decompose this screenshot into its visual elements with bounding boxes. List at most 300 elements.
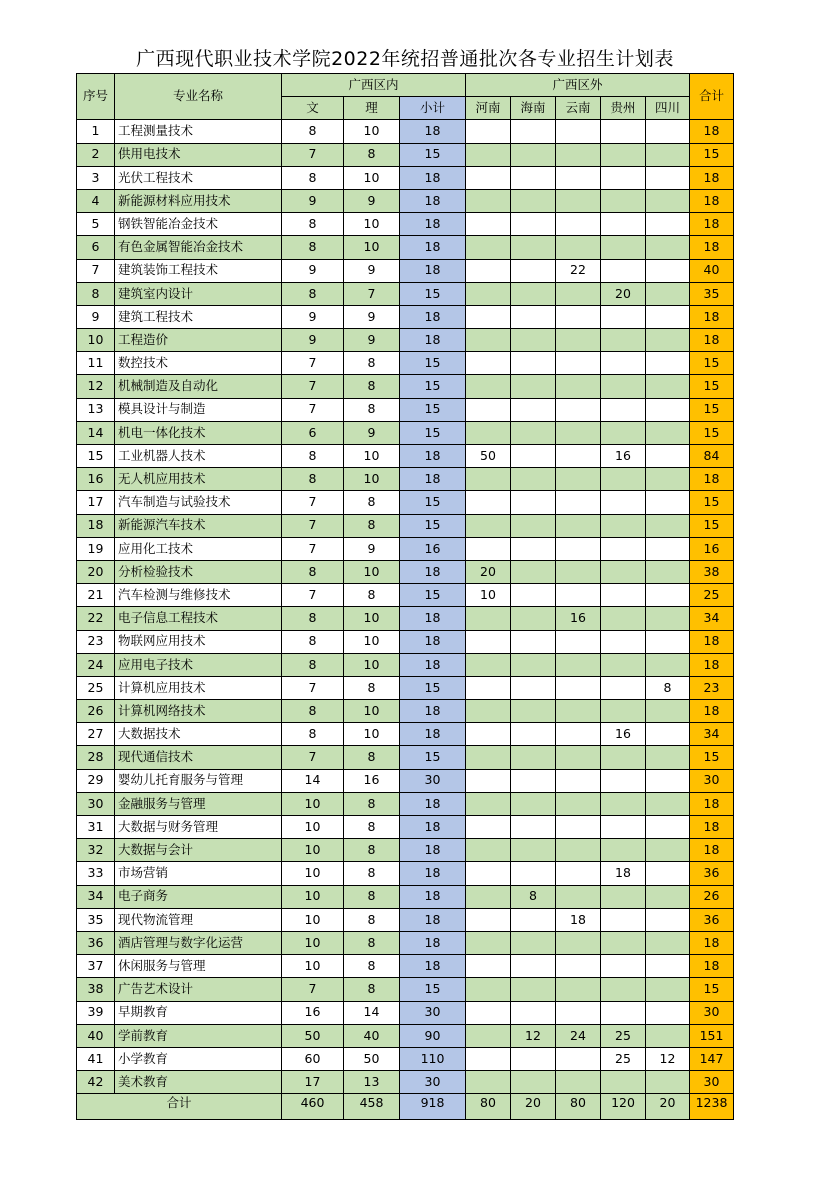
cell-major: 学前教育 (115, 1024, 282, 1047)
cell-henan (466, 630, 511, 653)
cell-total: 15 (690, 746, 734, 769)
cell-subtotal: 18 (400, 723, 466, 746)
cell-seq: 39 (77, 1001, 115, 1024)
table-row (77, 352, 734, 375)
cell-li: 8 (344, 491, 400, 514)
cell-wen: 10 (282, 839, 344, 862)
cell-sichuan (646, 630, 690, 653)
cell-yunnan (556, 305, 601, 328)
cell-hainan (511, 329, 556, 352)
cell-yunnan (556, 236, 601, 259)
cell-total: 18 (690, 329, 734, 352)
cell-yunnan (556, 189, 601, 212)
cell-li: 10 (344, 630, 400, 653)
cell-guizhou (601, 166, 646, 189)
cell-li: 50 (344, 1047, 400, 1070)
cell-hainan (511, 305, 556, 328)
cell-hainan (511, 769, 556, 792)
cell-li: 9 (344, 305, 400, 328)
cell-sichuan (646, 468, 690, 491)
cell-sichuan (646, 398, 690, 421)
cell-sichuan (646, 931, 690, 954)
cell-yunnan (556, 630, 601, 653)
cell-sichuan (646, 839, 690, 862)
cell-seq: 22 (77, 607, 115, 630)
cell-yunnan (556, 653, 601, 676)
cell-sichuan (646, 445, 690, 468)
cell-subtotal: 18 (400, 166, 466, 189)
cell-seq: 23 (77, 630, 115, 653)
cell-seq: 14 (77, 421, 115, 444)
cell-sichuan (646, 421, 690, 444)
cell-li: 8 (344, 955, 400, 978)
cell-li: 10 (344, 120, 400, 143)
cell-yunnan (556, 468, 601, 491)
cell-hainan (511, 630, 556, 653)
cell-li: 9 (344, 537, 400, 560)
cell-wen: 7 (282, 746, 344, 769)
cell-subtotal: 18 (400, 908, 466, 931)
cell-guizhou (601, 236, 646, 259)
table-row (77, 676, 734, 699)
cell-sichuan (646, 166, 690, 189)
cell-hainan (511, 445, 556, 468)
cell-wen: 6 (282, 421, 344, 444)
header-yunnan: 云南 (556, 97, 601, 120)
table-row (77, 398, 734, 421)
cell-guizhou (601, 653, 646, 676)
cell-seq: 20 (77, 560, 115, 583)
cell-subtotal: 18 (400, 862, 466, 885)
cell-wen: 7 (282, 514, 344, 537)
cell-henan (466, 700, 511, 723)
cell-subtotal: 15 (400, 491, 466, 514)
cell-li: 8 (344, 746, 400, 769)
cell-henan (466, 839, 511, 862)
cell-seq: 31 (77, 816, 115, 839)
cell-total: 18 (690, 236, 734, 259)
cell-henan (466, 769, 511, 792)
cell-hainan (511, 931, 556, 954)
cell-henan (466, 723, 511, 746)
cell-sichuan (646, 305, 690, 328)
cell-seq: 42 (77, 1071, 115, 1094)
cell-guizhou (601, 143, 646, 166)
cell-wen: 10 (282, 792, 344, 815)
cell-total: 18 (690, 213, 734, 236)
table-row (77, 584, 734, 607)
cell-major: 新能源材料应用技术 (115, 189, 282, 212)
cell-guizhou (601, 352, 646, 375)
cell-seq: 34 (77, 885, 115, 908)
table-row (77, 259, 734, 282)
cell-sichuan (646, 792, 690, 815)
cell-major: 建筑装饰工程技术 (115, 259, 282, 282)
cell-subtotal: 18 (400, 468, 466, 491)
cell-major: 现代物流管理 (115, 908, 282, 931)
cell-yunnan (556, 839, 601, 862)
cell-total: 18 (690, 792, 734, 815)
cell-li: 8 (344, 375, 400, 398)
cell-li: 9 (344, 189, 400, 212)
cell-guizhou: 16 (601, 445, 646, 468)
cell-hainan (511, 839, 556, 862)
cell-total: 15 (690, 143, 734, 166)
header-wen: 文 (282, 97, 344, 120)
cell-li: 10 (344, 445, 400, 468)
cell-li: 40 (344, 1024, 400, 1047)
table-row (77, 537, 734, 560)
cell-henan (466, 189, 511, 212)
cell-major: 分析检验技术 (115, 560, 282, 583)
cell-hainan (511, 398, 556, 421)
cell-guizhou (601, 1071, 646, 1094)
cell-major: 汽车检测与维修技术 (115, 584, 282, 607)
cell-total: 84 (690, 445, 734, 468)
table-row (77, 746, 734, 769)
cell-hainan (511, 1047, 556, 1070)
cell-yunnan (556, 120, 601, 143)
cell-total: 18 (690, 700, 734, 723)
cell-major: 应用化工技术 (115, 537, 282, 560)
cell-seq: 11 (77, 352, 115, 375)
cell-guizhou (601, 584, 646, 607)
cell-total: 18 (690, 305, 734, 328)
cell-wen: 8 (282, 653, 344, 676)
cell-subtotal: 15 (400, 676, 466, 699)
cell-yunnan (556, 746, 601, 769)
cell-sichuan (646, 1071, 690, 1094)
cell-guizhou (601, 769, 646, 792)
cell-sichuan (646, 189, 690, 212)
cell-sichuan (646, 653, 690, 676)
cell-yunnan (556, 282, 601, 305)
table-row (77, 282, 734, 305)
cell-wen: 8 (282, 236, 344, 259)
cell-total: 151 (690, 1024, 734, 1047)
cell-hainan (511, 723, 556, 746)
cell-total: 18 (690, 166, 734, 189)
cell-henan (466, 1047, 511, 1070)
cell-major: 婴幼儿托育服务与管理 (115, 769, 282, 792)
table-row (77, 955, 734, 978)
cell-guizhou (601, 329, 646, 352)
cell-henan (466, 259, 511, 282)
cell-major: 工程测量技术 (115, 120, 282, 143)
cell-wen: 60 (282, 1047, 344, 1070)
cell-li: 10 (344, 560, 400, 583)
cell-seq: 40 (77, 1024, 115, 1047)
cell-henan (466, 375, 511, 398)
cell-yunnan: 18 (556, 908, 601, 931)
cell-seq: 1 (77, 120, 115, 143)
enrollment-plan-table (76, 73, 734, 1120)
cell-hainan (511, 120, 556, 143)
cell-hainan (511, 908, 556, 931)
cell-subtotal: 18 (400, 839, 466, 862)
cell-seq: 10 (77, 329, 115, 352)
cell-seq: 19 (77, 537, 115, 560)
cell-hainan: 8 (511, 885, 556, 908)
cell-seq: 21 (77, 584, 115, 607)
cell-seq: 32 (77, 839, 115, 862)
totals-hainan: 20 (511, 1094, 556, 1120)
totals-li: 458 (344, 1094, 400, 1120)
cell-major: 金融服务与管理 (115, 792, 282, 815)
cell-li: 8 (344, 862, 400, 885)
totals-yunnan: 80 (556, 1094, 601, 1120)
totals-grand: 1238 (690, 1094, 734, 1120)
cell-yunnan (556, 816, 601, 839)
cell-wen: 8 (282, 607, 344, 630)
header-subtotal: 小计 (400, 97, 466, 120)
cell-yunnan (556, 1071, 601, 1094)
cell-henan (466, 305, 511, 328)
cell-major: 休闲服务与管理 (115, 955, 282, 978)
cell-li: 8 (344, 352, 400, 375)
header-row-top (77, 74, 734, 97)
cell-guizhou (601, 885, 646, 908)
cell-seq: 15 (77, 445, 115, 468)
cell-hainan (511, 468, 556, 491)
cell-subtotal: 30 (400, 1001, 466, 1024)
cell-seq: 12 (77, 375, 115, 398)
cell-hainan (511, 189, 556, 212)
cell-henan (466, 885, 511, 908)
cell-major: 小学教育 (115, 1047, 282, 1070)
cell-total: 18 (690, 630, 734, 653)
cell-wen: 14 (282, 769, 344, 792)
cell-sichuan (646, 862, 690, 885)
cell-seq: 28 (77, 746, 115, 769)
table-row (77, 653, 734, 676)
cell-guizhou (601, 213, 646, 236)
cell-sichuan (646, 236, 690, 259)
cell-guizhou (601, 514, 646, 537)
cell-yunnan (556, 445, 601, 468)
totals-label: 合计 (77, 1094, 282, 1120)
cell-henan (466, 955, 511, 978)
table-body (77, 120, 734, 1094)
cell-total: 30 (690, 769, 734, 792)
cell-guizhou: 25 (601, 1047, 646, 1070)
cell-wen: 7 (282, 143, 344, 166)
cell-guizhou (601, 931, 646, 954)
header-hainan: 海南 (511, 97, 556, 120)
cell-guizhou (601, 259, 646, 282)
cell-seq: 27 (77, 723, 115, 746)
cell-henan (466, 236, 511, 259)
cell-sichuan (646, 978, 690, 1001)
cell-henan (466, 491, 511, 514)
cell-subtotal: 15 (400, 584, 466, 607)
header-guizhou: 贵州 (601, 97, 646, 120)
table-row (77, 213, 734, 236)
table-row (77, 375, 734, 398)
cell-wen: 7 (282, 584, 344, 607)
cell-seq: 17 (77, 491, 115, 514)
cell-yunnan (556, 885, 601, 908)
cell-hainan (511, 700, 556, 723)
cell-henan (466, 329, 511, 352)
cell-henan (466, 908, 511, 931)
cell-total: 18 (690, 653, 734, 676)
cell-wen: 9 (282, 305, 344, 328)
cell-henan (466, 282, 511, 305)
cell-guizhou (601, 120, 646, 143)
cell-yunnan (556, 584, 601, 607)
cell-sichuan (646, 213, 690, 236)
cell-sichuan (646, 282, 690, 305)
cell-henan (466, 931, 511, 954)
cell-hainan (511, 1071, 556, 1094)
cell-seq: 41 (77, 1047, 115, 1070)
cell-henan (466, 746, 511, 769)
cell-subtotal: 18 (400, 445, 466, 468)
cell-li: 10 (344, 653, 400, 676)
cell-henan (466, 398, 511, 421)
cell-major: 工程造价 (115, 329, 282, 352)
cell-li: 10 (344, 213, 400, 236)
cell-sichuan (646, 769, 690, 792)
cell-total: 18 (690, 931, 734, 954)
cell-wen: 7 (282, 978, 344, 1001)
cell-li: 8 (344, 514, 400, 537)
page-title: 广西现代职业技术学院2022年统招普通批次各专业招生计划表 (136, 48, 674, 70)
cell-li: 10 (344, 723, 400, 746)
cell-hainan: 12 (511, 1024, 556, 1047)
cell-li: 13 (344, 1071, 400, 1094)
table-row (77, 329, 734, 352)
cell-major: 大数据与财务管理 (115, 816, 282, 839)
cell-major: 模具设计与制造 (115, 398, 282, 421)
cell-major: 计算机网络技术 (115, 700, 282, 723)
cell-major: 建筑工程技术 (115, 305, 282, 328)
header-sichuan: 四川 (646, 97, 690, 120)
cell-subtotal: 18 (400, 792, 466, 815)
cell-henan (466, 120, 511, 143)
cell-guizhou (601, 537, 646, 560)
cell-major: 应用电子技术 (115, 653, 282, 676)
table-row (77, 166, 734, 189)
cell-wen: 8 (282, 120, 344, 143)
header-seq: 序号 (77, 74, 115, 120)
cell-wen: 8 (282, 723, 344, 746)
cell-guizhou: 25 (601, 1024, 646, 1047)
cell-subtotal: 18 (400, 120, 466, 143)
cell-subtotal: 30 (400, 1071, 466, 1094)
header-henan: 河南 (466, 97, 511, 120)
cell-total: 30 (690, 1071, 734, 1094)
table-row (77, 491, 734, 514)
cell-hainan (511, 955, 556, 978)
table-row (77, 839, 734, 862)
cell-total: 36 (690, 908, 734, 931)
table-row (77, 700, 734, 723)
cell-seq: 25 (77, 676, 115, 699)
cell-subtotal: 15 (400, 143, 466, 166)
cell-yunnan (556, 931, 601, 954)
table-row (77, 120, 734, 143)
cell-yunnan (556, 700, 601, 723)
cell-total: 38 (690, 560, 734, 583)
cell-wen: 8 (282, 560, 344, 583)
cell-sichuan (646, 120, 690, 143)
cell-hainan (511, 282, 556, 305)
cell-yunnan (556, 955, 601, 978)
cell-subtotal: 30 (400, 769, 466, 792)
cell-hainan (511, 143, 556, 166)
cell-henan (466, 1001, 511, 1024)
cell-subtotal: 18 (400, 700, 466, 723)
cell-seq: 13 (77, 398, 115, 421)
table-row (77, 1047, 734, 1070)
cell-henan (466, 143, 511, 166)
cell-wen: 10 (282, 816, 344, 839)
cell-sichuan (646, 955, 690, 978)
cell-hainan (511, 978, 556, 1001)
cell-henan (466, 978, 511, 1001)
cell-yunnan (556, 1001, 601, 1024)
cell-subtotal: 90 (400, 1024, 466, 1047)
cell-li: 8 (344, 839, 400, 862)
cell-yunnan (556, 723, 601, 746)
cell-major: 大数据技术 (115, 723, 282, 746)
cell-li: 10 (344, 468, 400, 491)
cell-yunnan (556, 1047, 601, 1070)
cell-henan: 20 (466, 560, 511, 583)
cell-henan: 50 (466, 445, 511, 468)
cell-henan (466, 607, 511, 630)
cell-total: 18 (690, 189, 734, 212)
cell-guizhou (601, 560, 646, 583)
cell-guizhou (601, 375, 646, 398)
cell-sichuan (646, 259, 690, 282)
cell-henan (466, 1024, 511, 1047)
cell-subtotal: 15 (400, 746, 466, 769)
cell-yunnan (556, 862, 601, 885)
cell-guizhou (601, 630, 646, 653)
cell-yunnan (556, 329, 601, 352)
cell-henan (466, 468, 511, 491)
cell-yunnan (556, 143, 601, 166)
cell-seq: 4 (77, 189, 115, 212)
cell-sichuan (646, 584, 690, 607)
cell-major: 美术教育 (115, 1071, 282, 1094)
cell-yunnan (556, 676, 601, 699)
cell-li: 10 (344, 607, 400, 630)
cell-guizhou (601, 746, 646, 769)
cell-total: 26 (690, 885, 734, 908)
cell-li: 8 (344, 816, 400, 839)
cell-wen: 16 (282, 1001, 344, 1024)
cell-major: 现代通信技术 (115, 746, 282, 769)
cell-seq: 30 (77, 792, 115, 815)
cell-hainan (511, 676, 556, 699)
table-row (77, 792, 734, 815)
cell-li: 9 (344, 421, 400, 444)
cell-major: 工业机器人技术 (115, 445, 282, 468)
cell-yunnan: 16 (556, 607, 601, 630)
cell-yunnan (556, 560, 601, 583)
cell-guizhou (601, 468, 646, 491)
cell-li: 14 (344, 1001, 400, 1024)
cell-sichuan: 8 (646, 676, 690, 699)
cell-wen: 10 (282, 908, 344, 931)
cell-major: 早期教育 (115, 1001, 282, 1024)
cell-li: 7 (344, 282, 400, 305)
cell-total: 23 (690, 676, 734, 699)
